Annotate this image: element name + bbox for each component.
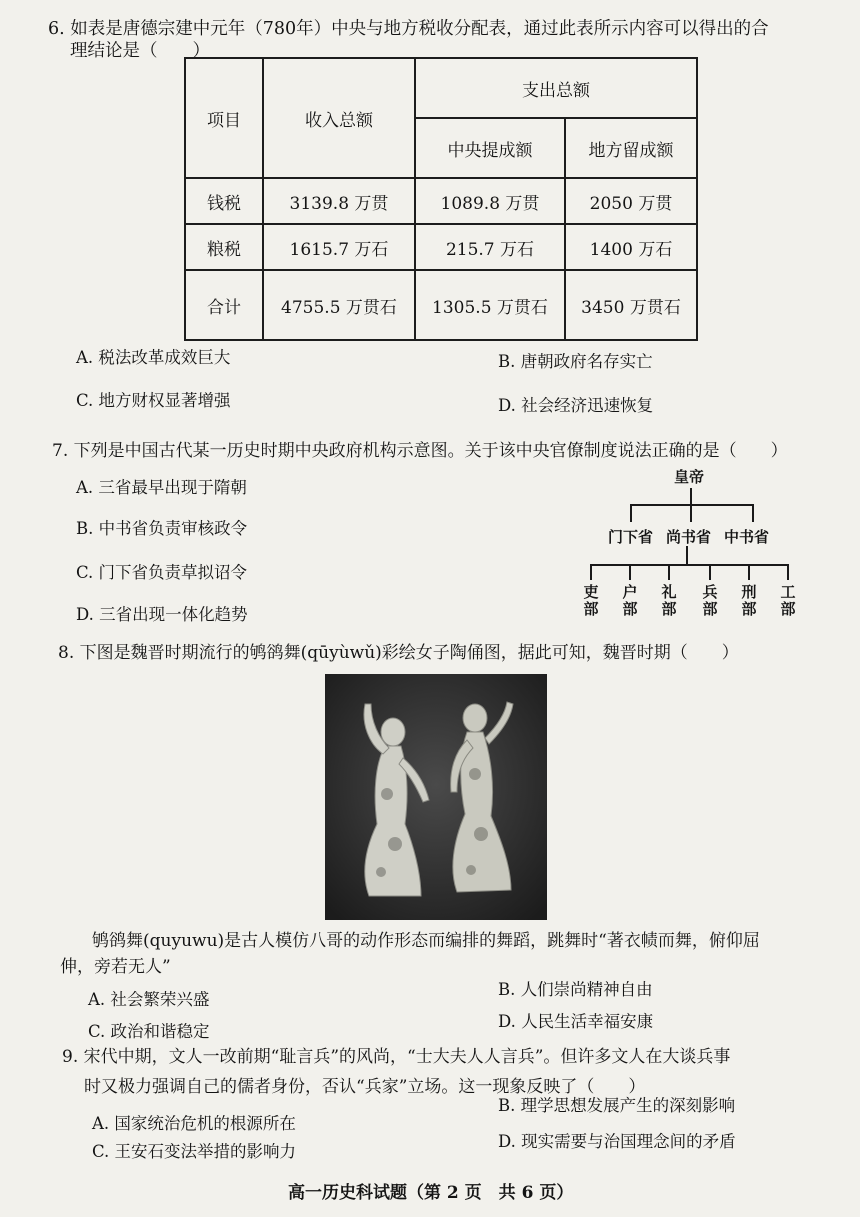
table-row [185,224,697,270]
connector [748,564,750,580]
connector [590,564,788,566]
q8-option-b[interactable]: B. 人们崇尚精神自由 [498,980,653,999]
dancing-figurines-image [325,674,547,920]
cell-local: 3450 万贯石 [565,270,697,340]
q7-stem: 7. 下列是中国古代某一历史时期中央政府机构示意图。关于该中央官僚制度说法正确的是（ ） [52,441,788,461]
q6-stem-line1: 6. 如表是唐德宗建中元年（780年）中央与地方税收分配表，通过此表所示内容可以得出的合 [48,19,769,39]
node-xingbu: 刑部 [741,583,757,618]
q6-stem-line2: 理结论是（ ） [70,41,210,61]
q9-option-d[interactable]: D. 现实需要与治国理念间的矛盾 [498,1132,736,1151]
q6-option-c[interactable]: C. 地方财权显著增强 [76,391,231,410]
q8-option-d[interactable]: D. 人民生活幸福安康 [498,1012,654,1031]
government-structure-diagram [576,460,802,630]
q9-option-a[interactable]: A. 国家统治危机的根源所在 [92,1114,296,1133]
table-row [185,178,697,224]
q7-option-a[interactable]: A. 三省最早出现于隋朝 [76,478,247,497]
q9-stem-line2: 时又极力强调自己的儒者身份，否认“兵家”立场。这一现象反映了（ ） [84,1077,646,1097]
cell-central: 1089.8 万贯 [415,178,565,224]
q8-stem: 8. 下图是魏晋时期流行的鸲鹆舞(qūyùwǔ)彩绘女子陶俑图，据此可知，魏晋时期（ ） [58,643,739,663]
q7-option-b[interactable]: B. 中书省负责审核政令 [76,519,248,538]
cell-central: 1305.5 万贯石 [415,270,565,340]
th-local: 地方留成额 [565,118,697,178]
node-zhongshu: 中书省 [724,528,770,546]
cell-local: 1400 万石 [565,224,697,270]
q9-option-c[interactable]: C. 王安石变法举措的影响力 [92,1142,297,1161]
tax-table [184,57,698,341]
pottery-figurines-photo [325,674,547,920]
th-income: 收入总额 [263,58,415,178]
node-libu: 吏部 [583,583,599,618]
connector [629,564,631,580]
connector [690,488,692,504]
connector [668,564,670,580]
th-item: 项目 [185,58,263,178]
q8-caption-line1: 鸲鹆舞(quyuwu)是古人模仿八哥的动作形态而编排的舞蹈，跳舞时“著衣帻而舞，俯仰屈 [92,931,760,951]
node-menxia: 门下省 [608,528,654,546]
node-shangshu: 尚书省 [666,528,712,546]
connector [630,504,632,522]
connector [686,546,688,564]
q7-option-d[interactable]: D. 三省出现一体化趋势 [76,605,248,624]
page-footer: 高一历史科试题（第 2 页 共 6 页） [288,1183,574,1203]
connector [787,564,789,580]
th-expense: 支出总额 [415,58,697,118]
connector [709,564,711,580]
node-gongbu: 工部 [780,583,796,618]
cell-income: 3139.8 万贯 [263,178,415,224]
q9-option-b[interactable]: B. 理学思想发展产生的深刻影响 [498,1096,736,1115]
node-emperor: 皇帝 [674,468,705,486]
q6-option-d[interactable]: D. 社会经济迅速恢复 [498,396,654,415]
q8-option-a[interactable]: A. 社会繁荣兴盛 [88,990,210,1009]
q7-option-c[interactable]: C. 门下省负责草拟诏令 [76,563,248,582]
cell-item: 粮税 [185,224,263,270]
q6-option-a[interactable]: A. 税法改革成效巨大 [76,348,231,367]
cell-local: 2050 万贯 [565,178,697,224]
connector [752,504,754,522]
q9-stem-line1: 9. 宋代中期，文人一改前期“耻言兵”的风尚，“士大夫人人言兵”。但许多文人在大谈兵事 [62,1047,731,1067]
cell-item: 合计 [185,270,263,340]
node-bingbu: 兵部 [702,583,718,618]
connector [690,504,692,522]
q8-option-c[interactable]: C. 政治和谐稳定 [88,1022,210,1041]
cell-income: 4755.5 万贯石 [263,270,415,340]
table-row [185,270,697,340]
connector [590,564,592,580]
node-hubu: 户部 [622,583,638,618]
th-central: 中央提成额 [415,118,565,178]
cell-item: 钱税 [185,178,263,224]
q8-caption-line2: 伸，旁若无人” [60,957,171,977]
cell-income: 1615.7 万石 [263,224,415,270]
node-libu-rites: 礼部 [661,583,677,618]
cell-central: 215.7 万石 [415,224,565,270]
q6-option-b[interactable]: B. 唐朝政府名存实亡 [498,352,653,371]
